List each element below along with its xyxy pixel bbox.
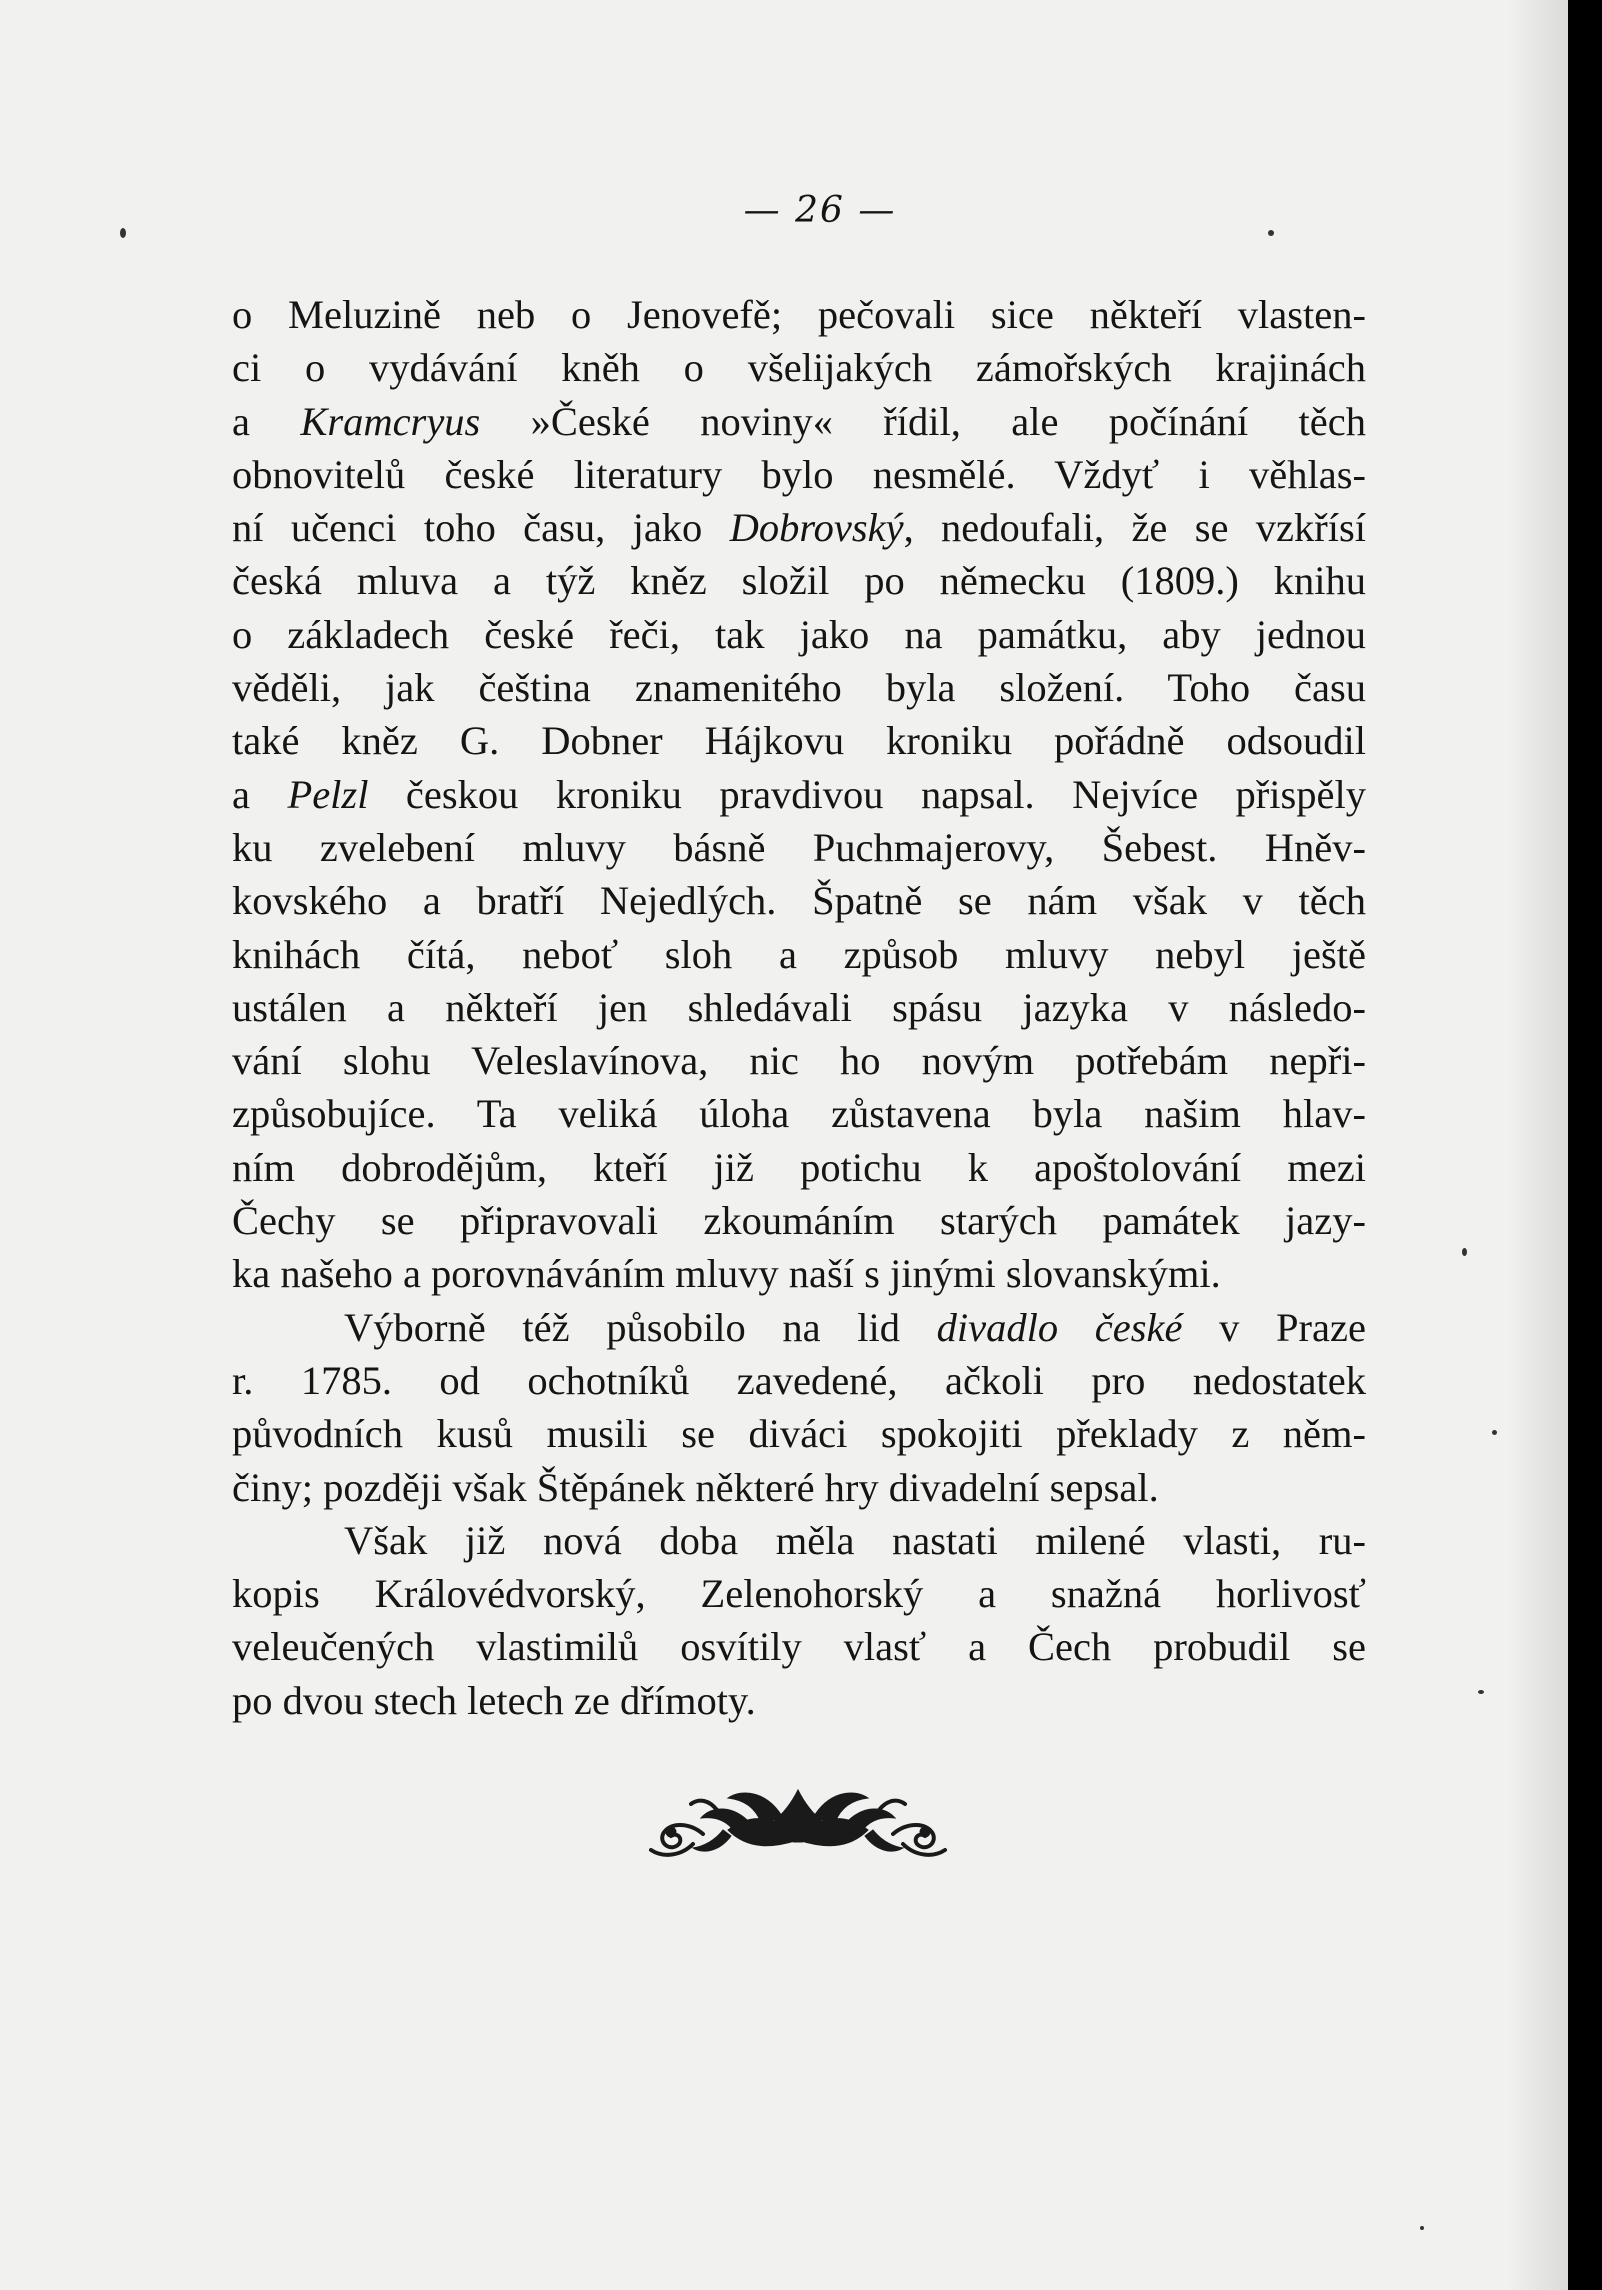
text-line: ci o vydávání kněh o všelijakých zámořských krajinách [232, 345, 1366, 391]
text-line: ním dobrodějům, kteří již potichu k apoštolování mezi [232, 1144, 1366, 1190]
text-line: česká mluva a týž kněz složil po německu (1809.) knihu [232, 558, 1366, 604]
decorative-ornament [633, 1770, 963, 1866]
text-line: ku zvelebení mluvy básně Puchmajerovy, Šebest. Hněv- [232, 824, 1366, 870]
text-line: původních kusů musili se diváci spokojiti překlady z něm- [232, 1411, 1366, 1457]
text-line: kopis Královédvorský, Zelenohorský a snažná horlivosť [232, 1571, 1366, 1617]
text-line: a Kramcryus »České noviny« řídil, ale počínání těch [232, 398, 1366, 444]
name-kramerius: Kramcryus [300, 398, 481, 444]
scan-speck [120, 228, 126, 238]
scan-speck [1462, 1248, 1467, 1256]
text-line: veleučených vlastimilů osvítily vlasť a Čech probudil se [232, 1624, 1366, 1670]
body-text [232, 288, 1366, 1727]
text-line: o základech české řeči, tak jako na památku, aby jednou [232, 611, 1366, 657]
text-line-paragraph-end: ka našeho a porovnáváním mluvy naší s jinými slovanskými. [232, 1251, 1221, 1297]
text-line: způsobujíce. Ta veliká úloha zůstavena byla našim hlav- [232, 1091, 1366, 1137]
page-edge-shadow [1508, 0, 1568, 2290]
text-line: knihách čítá, neboť sloh a způsob mluvy nebyl ještě [232, 931, 1366, 977]
scan-speck [1478, 1690, 1484, 1694]
text-line: o Meluzině neb o Jenovefě; pečovali sice někteří vlasten- [232, 292, 1366, 337]
text-line: ní učenci toho času, jako Dobrovský, nedoufali, že se vzkřísí [232, 505, 1367, 551]
text-line: Čechy se připravovali zkoumáním starých památek jazy- [232, 1198, 1366, 1244]
name-pelzl: Pelzl [287, 771, 369, 817]
page-number: — 26 — [743, 190, 897, 231]
text-line: kovského a bratří Nejedlých. Špatně se nám však v těch [232, 878, 1366, 924]
text-line-paragraph-end: po dvou stech letech ze dřímoty. [232, 1677, 756, 1723]
text-line: věděli, jak čeština znamenitého byla složení. Toho času [232, 665, 1366, 711]
text-line: vání slohu Veleslavínova, nic ho novým potřebám nepři- [232, 1038, 1366, 1084]
text-line: také kněz G. Dobner Hájkovu kroniku pořádně odsoudil [232, 718, 1366, 764]
name-dobrovsky: Dobrovský [729, 505, 904, 551]
text-line: a Pelzl českou kroniku pravdivou napsal. Nejvíce přispěly [232, 771, 1366, 817]
scan-speck [1420, 2226, 1424, 2230]
text-line: obnovitelů české literatury bylo nesmělé. Vždyť i věhlas- [232, 451, 1366, 497]
text-line-paragraph-start: Výborně též působilo na lid divadlo české v Praze [344, 1304, 1366, 1350]
scan-speck [1268, 230, 1274, 236]
text-line-paragraph-end: činy; později však Štěpánek některé hry divadelní sepsal. [232, 1464, 1159, 1510]
text-line-paragraph-start: Však již nová doba měla nastati milené vlasti, ru- [344, 1517, 1366, 1563]
scan-speck [1492, 1430, 1497, 1435]
text-line: ustálen a někteří jen shledávali spásu jazyka v následo- [232, 984, 1366, 1030]
text-line: r. 1785. od ochotníků zavedené, ačkoli pro nedostatek [232, 1357, 1366, 1403]
term-divadlo-ceske: divadlo české [936, 1304, 1183, 1350]
